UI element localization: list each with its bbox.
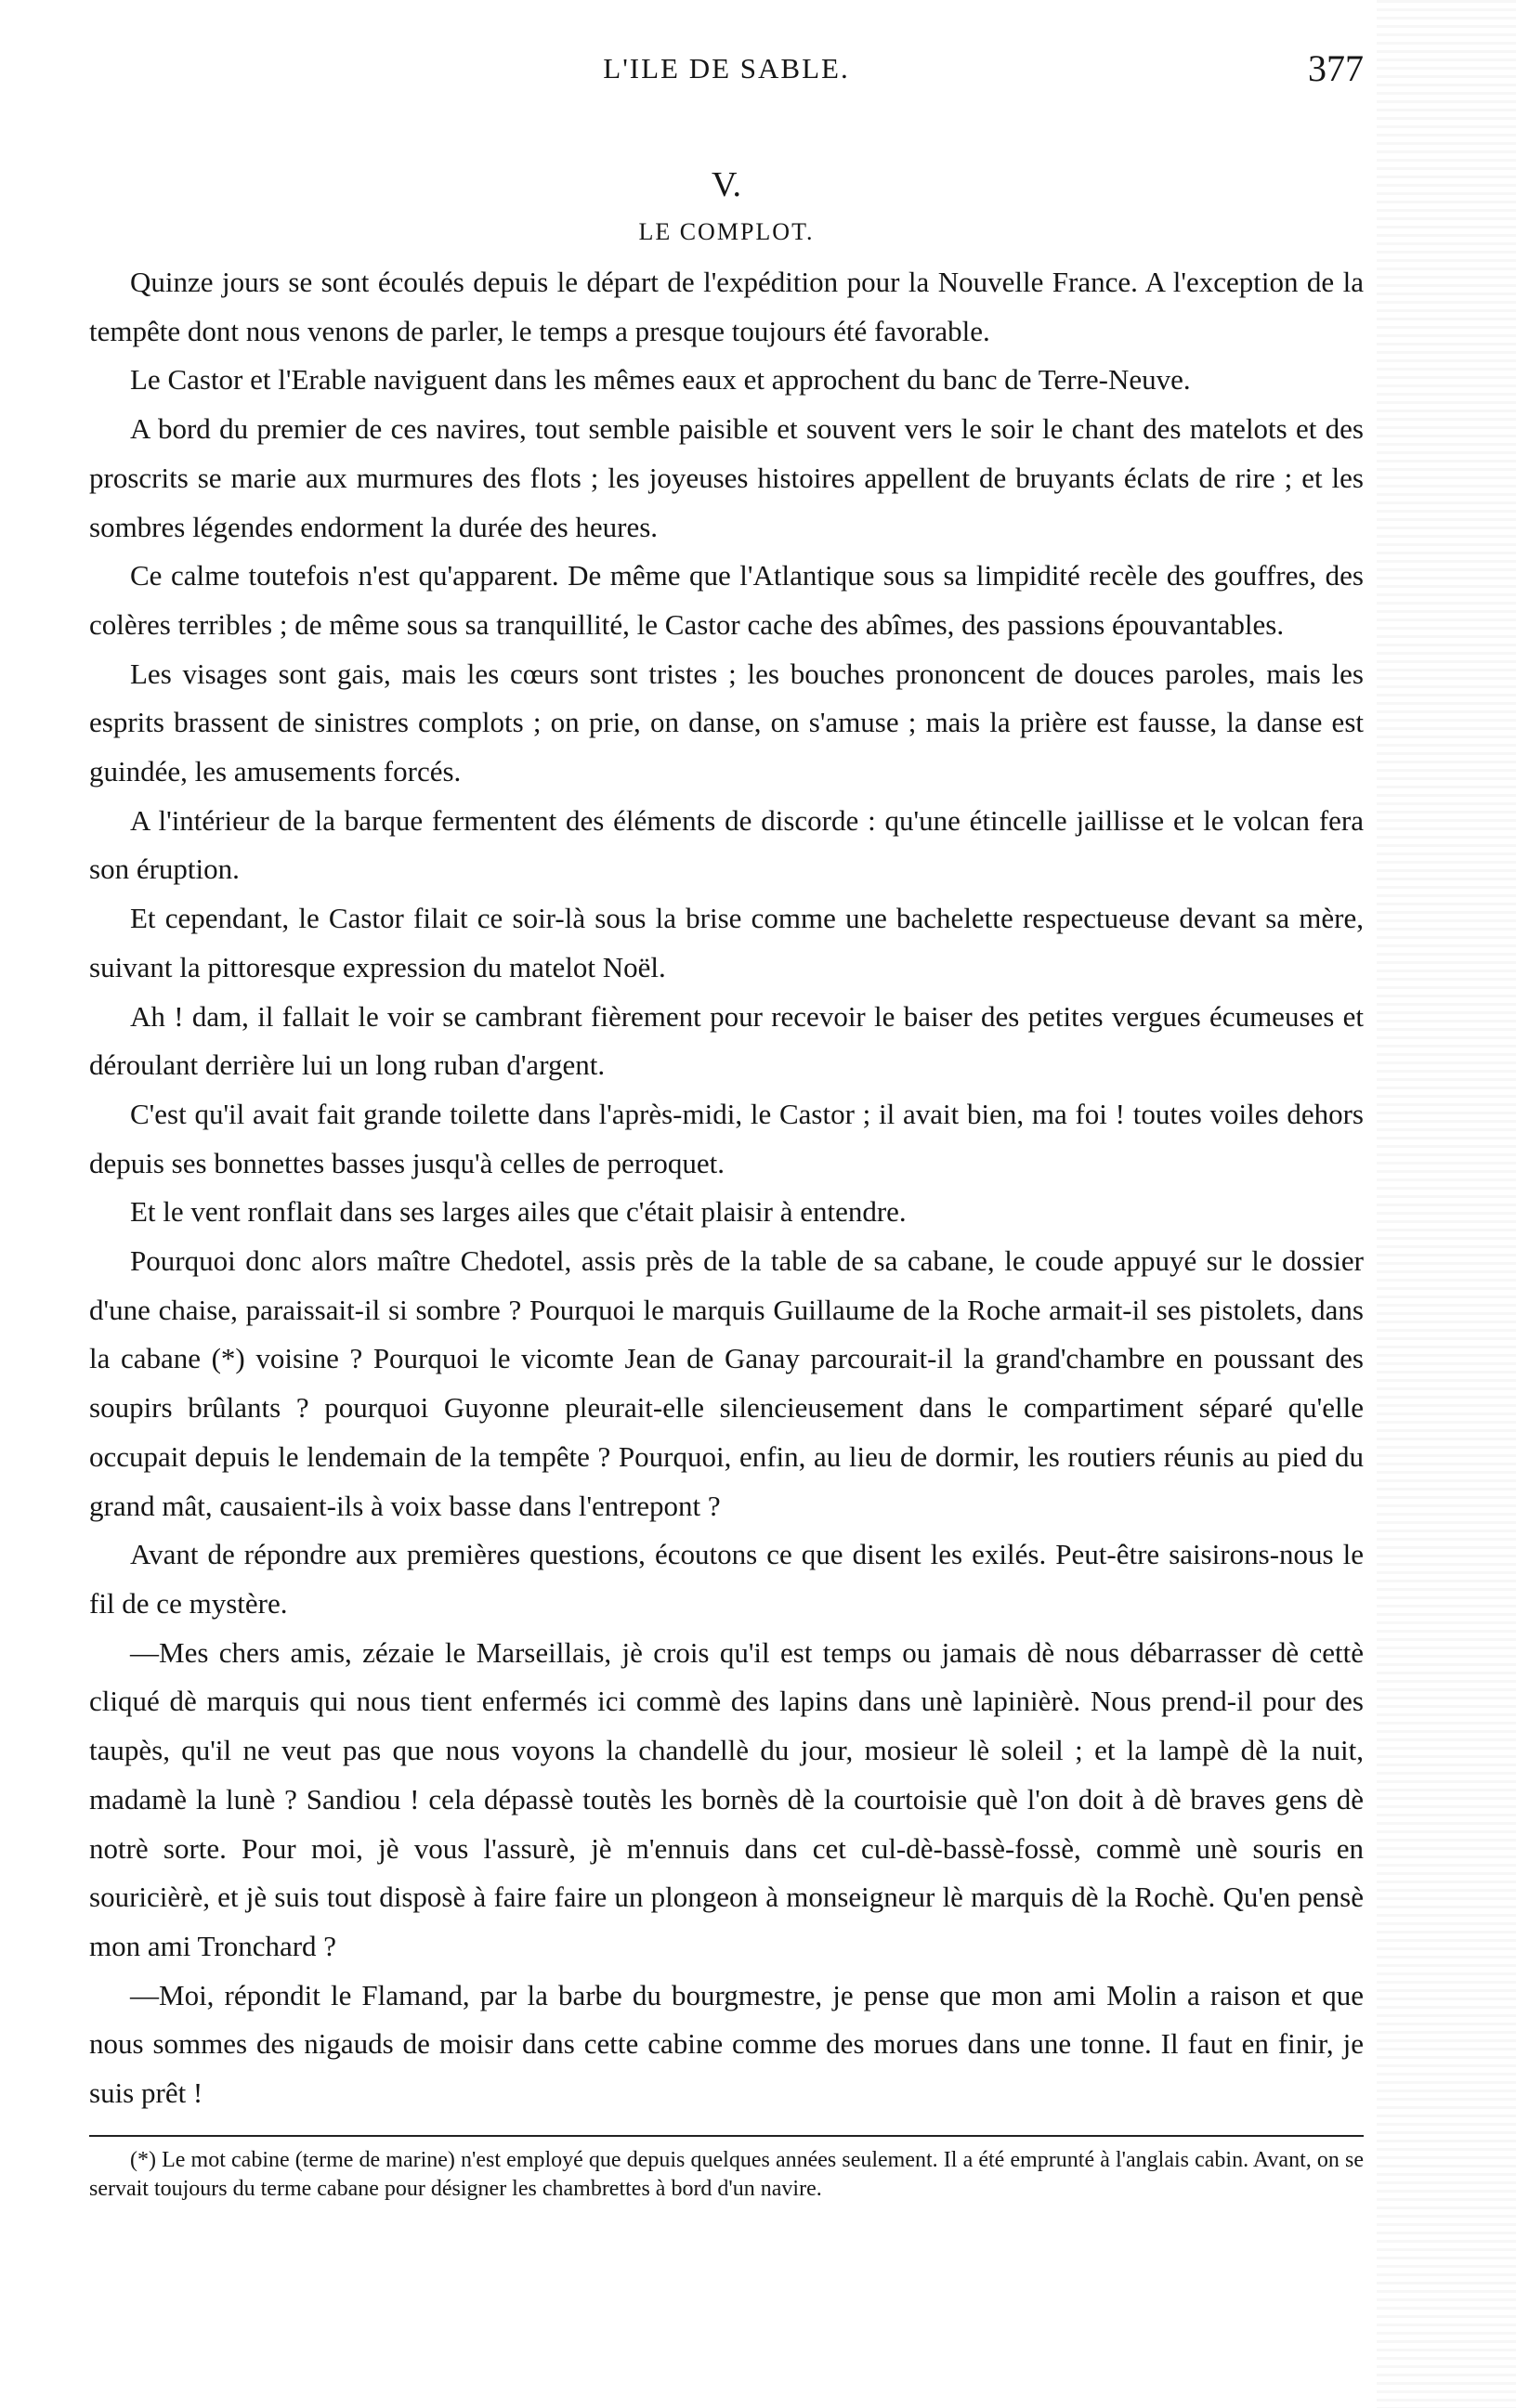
running-head [89, 37, 1364, 102]
paragraph: Et le vent ronflait dans ses larges ailes que c'était plaisir à entendre. [130, 1195, 907, 1229]
paragraph: Le Castor et l'Erable naviguent dans les mêmes eaux et approchent du banc de Terre-Neuve. [130, 363, 1191, 397]
chapter-number: V. [711, 165, 742, 204]
body-text [89, 258, 1364, 2118]
paragraph: Et cependant, le Castor filait ce soir-là sous la brise comme une bachelette respectueuse devant sa mère, suivant la pittoresque expression du matelot Noël. [89, 902, 1364, 983]
running-title: L'ILE DE SABLE. [603, 52, 850, 85]
paragraph: Ce calme toutefois n'est qu'apparent. De même que l'Atlantique sous sa limpidité recèle des gouffres, des colères terribles ; de même sous sa tranquillité, le Castor cache des abîmes, des passions épouvantables. [89, 559, 1364, 641]
paragraph: Avant de répondre aux premières questions, écoutons ce que disent les exilés. Peut-être saisirons-nous le fil de ce mystère. [89, 1538, 1364, 1620]
paragraph: Quinze jours se sont écoulés depuis le départ de l'expédition pour la Nouvelle France. A l'exception de la tempête dont nous venons de parler, le temps a presque toujours été favorable. [89, 266, 1364, 347]
chapter-title: LE COMPLOT. [638, 218, 815, 245]
paragraph: —Moi, répondit le Flamand, par la barbe du bourgmestre, je pense que mon ami Molin a raison et que nous sommes des nigauds de moisir dans cette cabine comme des morues dans une tonne. Il faut en finir, je suis prêt ! [89, 1978, 1364, 2110]
paragraph: Pourquoi donc alors maître Chedotel, assis près de la table de sa cabane, le coude appuyé sur le dossier d'une chaise, paraissait-il si sombre ? Pourquoi le marquis Guillaume de la Roche armait-il ses pistolets, dans la cabane (*) voisine ? Pourquoi le vicomte Jean de Ganay parcourait-il la grand'chambre en poussant des soupirs brûlants ? pourquoi Guyonne pleurait-elle silencieusement dans le compartiment séparé qu'elle occupait depuis le lendemain de la tempête ? Pourquoi, enfin, au lieu de dormir, les routiers réunis au pied du grand mât, causaient-ils à voix basse dans l'entrepont ? [89, 1244, 1364, 1522]
paragraph: —Mes chers amis, zézaie le Marseillais, jè crois qu'il est temps ou jamais dè nous débarrasser dè cettè cliqué dè marquis qui nous tient enfermés ici commè des lapins dans unè lapinièrè. Nous prend-il pour des taupès, qu'il ne veut pas que nous voyons la chandellè du jour, mosieur lè soleil ; et la lampè dè la nuit, madamè la lunè ? Sandiou ! cela dépassè toutès les bornès dè la courtoisie què l'on doit à dè braves gens dè notrè sorte. Pour moi, jè vous l'assurè, jè m'ennuis dans cet cul-dè-bassè-fossè, commè unè souris en souricièrè, et jè suis tout disposè à faire faire un plongeon à monseigneur lè marquis dè la Rochè. Qu'en pensè mon ami Tronchard ? [89, 1635, 1364, 1962]
footnote-rule [89, 2135, 1364, 2137]
paragraph: C'est qu'il avait fait grande toilette dans l'après-midi, le Castor ; il avait bien, ma foi ! toutes voiles dehors depuis ses bonnettes basses jusqu'à celles de perroquet. [89, 1097, 1364, 1179]
paragraph: Les visages sont gais, mais les cœurs sont tristes ; les bouches prononcent de douces paroles, mais les esprits brassent de sinistres complots ; on prie, on danse, on s'amuse ; mais la prière est fausse, la danse est guindée, les amusements forcés. [89, 657, 1364, 788]
scan-edge-texture [1377, 0, 1516, 2408]
page-number: 377 [1308, 47, 1364, 89]
footnote: (*) Le mot cabine (terme de marine) n'est employé que depuis quelques années seulement. Il a été emprunté à l'anglais cabin. Avant, on se servait toujours du terme cabane pour désigner les chambrettes à bord d'un navire. [89, 2147, 1364, 2201]
paragraph: Ah ! dam, il fallait le voir se cambrant fièrement pour recevoir le baiser des petites vergues écumeuses et déroulant derrière lui un long ruban d'argent. [89, 999, 1364, 1082]
book-page [89, 37, 1364, 2204]
paragraph: A l'intérieur de la barque fermentent des éléments de discorde : qu'une étincelle jaillisse et le volcan fera son éruption. [89, 803, 1364, 886]
paragraph: A bord du premier de ces navires, tout semble paisible et souvent vers le soir le chant des matelots et des proscrits se marie aux murmures des flots ; les joyeuses histoires appellent de bruyants éclats de rire ; et les sombres légendes endorment la durée des heures. [89, 412, 1364, 543]
